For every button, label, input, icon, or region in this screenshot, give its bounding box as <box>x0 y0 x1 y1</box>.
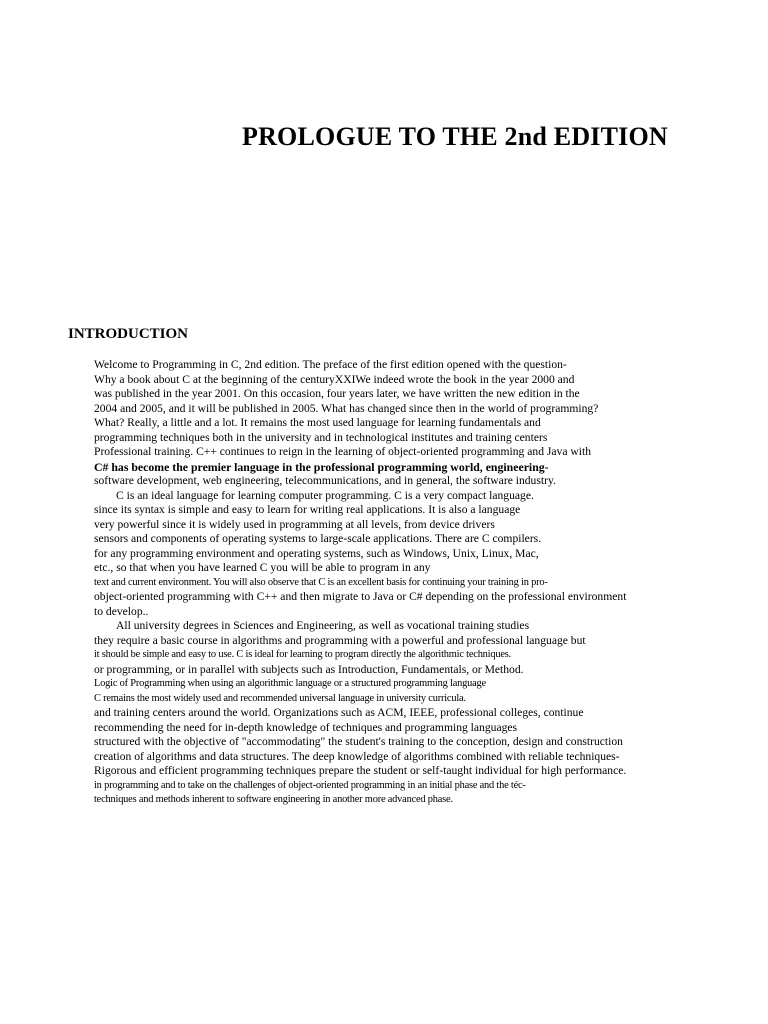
text-line: 2004 and 2005, and it will be published in 2005. What has changed since then in the world of programming? <box>94 401 599 415</box>
text-line-bold: C# has become the premier language in the professional programming world, engineering- <box>94 459 549 474</box>
page-title: PROLOGUE TO THE 2nd EDITION <box>242 122 668 151</box>
text-line: What? Really, a little and a lot. It remains the most used language for learning fundamentals and <box>94 416 541 429</box>
text-line: they require a basic course in algorithms and programming with a powerful and professional language but <box>94 633 586 647</box>
text-line: Rigorous and efficient programming techniques prepare the student or self-taught individual for high performance. <box>94 764 627 777</box>
text-line: in programming and to take on the challenges of object-oriented programming in an initial phase and the téc- <box>94 779 526 791</box>
text-line: sensors and components of operating systems to large-scale applications. There are C compilers. <box>94 532 542 545</box>
text-line: structured with the objective of "accommodating" the student's training to the conception, design and construction <box>94 735 623 748</box>
text-line: techniques and methods inherent to software engineering in another more advanced phase. <box>94 794 453 805</box>
text-line: Why a book about C at the beginning of the centuryXXIWe indeed wrote the book in the year 2000 and <box>94 372 575 386</box>
text-line: and training centers around the world. Organizations such as ACM, IEEE, professional colleges, continue <box>94 706 584 719</box>
text-line: or programming, or in parallel with subjects such as Introduction, Fundamentals, or Method. <box>94 662 524 676</box>
text-line: Welcome to Programming in C, 2nd edition. The preface of the first edition opened with the question- <box>94 358 567 371</box>
section-heading: INTRODUCTION <box>68 326 189 342</box>
text-line: Professional training. C++ continues to reign in the learning of object-oriented programming and Java with <box>94 445 591 458</box>
text-line: C remains the most widely used and recommended universal language in university curricula. <box>94 692 466 704</box>
text-line: for any programming environment and operating systems, such as Windows, Unix, Linux, Mac, <box>94 546 539 560</box>
text-line: to develop.. <box>94 604 149 618</box>
text-line: object-oriented programming with C++ and then migrate to Java or C# depending on the professional environment <box>94 590 627 603</box>
text-line: since its syntax is simple and easy to learn for writing real applications. It is also a language <box>94 503 521 516</box>
text-line: was published in the year 2001. On this occasion, four years later, we have written the new edition in the <box>94 387 580 400</box>
text-line: text and current environment. You will also observe that C is an excellent basis for continuing your training in pro- <box>94 576 548 588</box>
paragraph-start: C is an ideal language for learning computer programming. C is a very compact language. <box>116 488 534 502</box>
text-line: programming techniques both in the university and in technological institutes and training centers <box>94 430 548 444</box>
text-line: software development, web engineering, telecommunications, and in general, the software industry. <box>94 474 556 487</box>
text-line: very powerful since it is widely used in programming at all levels, from device drivers <box>94 517 495 531</box>
text-line: Logic of Programming when using an algorithmic language or a structured programming language <box>94 678 486 689</box>
body-text <box>94 358 694 808</box>
text-line: recommending the need for in-depth knowledge of techniques and programming languages <box>94 720 518 734</box>
text-line: it should be simple and easy to use. C is ideal for learning to program directly the algorithmic techniques. <box>94 649 512 660</box>
paragraph-start: All university degrees in Sciences and Engineering, as well as vocational training studies <box>116 619 530 632</box>
text-line: creation of algorithms and data structures. The deep knowledge of algorithms combined with reliable techniques- <box>94 749 620 763</box>
text-line: etc., so that when you have learned C you will be able to program in any <box>94 561 431 574</box>
